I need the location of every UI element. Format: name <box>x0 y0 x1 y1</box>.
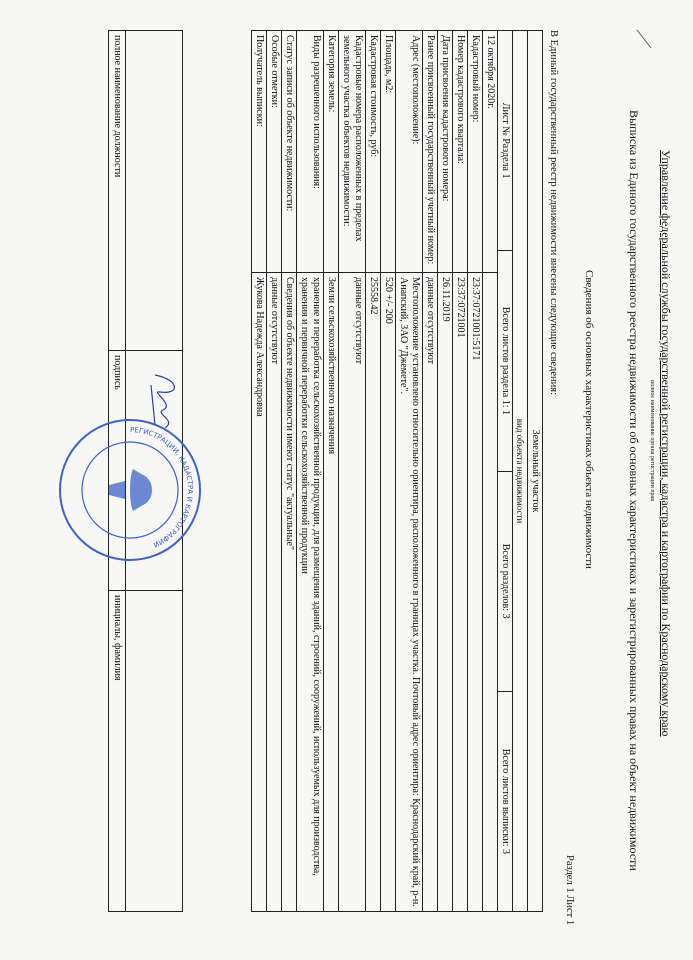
field-label: Категория земель: <box>324 31 338 273</box>
field-value: хранение и переработка сельскохозяйственной продукции, для размещения зданий, строений, сооружений, используемых для производства, хранения и первичной переработки сельскохозяйственной продукции <box>299 277 322 876</box>
field-row <box>422 31 437 911</box>
field-row <box>296 31 323 911</box>
field-value: 520 +/- 200 <box>383 277 394 324</box>
field-row <box>266 31 281 911</box>
field-value: 26.11.2019 <box>440 277 451 322</box>
field-label: Ранее присвоенный государственный учетный номер: <box>423 31 437 273</box>
object-type-caption-row <box>512 31 527 911</box>
field-label: Дата присвоения кадастрового номера: <box>438 31 452 273</box>
name-caption: инициалы, фамилия <box>112 595 123 681</box>
sheet-number: Лист № Раздела 1 <box>498 31 512 251</box>
name-blank <box>126 591 182 911</box>
field-row <box>323 31 338 911</box>
field-value: Сведения об объекте недвижимости имеют статус "актуальные" <box>284 277 295 550</box>
field-label: Особые отметки: <box>267 31 281 273</box>
field-row <box>365 31 380 911</box>
field-value: данные отсутствуют <box>353 277 364 364</box>
field-row <box>395 31 422 911</box>
section-title: Сведения об основных характеристиках объекта недвижимости <box>583 270 595 569</box>
field-value: Жукова Надежда Александровна <box>254 277 265 417</box>
field-row <box>252 31 266 911</box>
field-value: данные отсутствуют <box>425 277 436 364</box>
field-row <box>338 31 365 911</box>
pen-mark-icon <box>635 28 653 52</box>
field-label: Получатель выписки: <box>252 31 266 273</box>
field-row <box>380 31 395 911</box>
characteristics-table <box>251 30 543 912</box>
field-value: Местоположение установлено относительно ориентира, расположенного в границах участка. Почтовый адрес ориентира: Краснодарский край, р-н. Анапский, ЗАО "Джемете". <box>398 277 421 907</box>
position-blank <box>126 31 182 351</box>
field-label: Статус записи об объекте недвижимости: <box>282 31 296 273</box>
field-label: Адрес (местоположение): <box>396 31 422 273</box>
date-blank <box>483 273 497 911</box>
registry-office-name: Управление федеральной службы государственной регистрации, кадастра и картографии по Краснодарскому краю <box>659 150 673 737</box>
sheets-in-section: Всего листов раздела 1: 1 <box>498 251 512 471</box>
field-label: Кадастровые номера расположенных в пределах земельного участка объектов недвижимости: <box>339 31 365 273</box>
field-label: Кадастровая стоимость, руб: <box>366 31 380 273</box>
section-number: Раздел 1 Лист 1 <box>564 855 575 926</box>
summary-row <box>497 31 512 911</box>
field-row <box>281 31 296 911</box>
object-type-caption: вид объекта недвижимости <box>515 418 525 524</box>
date-row <box>482 31 497 911</box>
field-label: Виды разрешенного использования: <box>297 31 323 273</box>
field-label: Кадастровый номер: <box>468 31 482 273</box>
position-caption: полное наименование должности <box>109 31 125 351</box>
field-value: Земли сельскохозяйственного назначения <box>326 277 337 455</box>
object-type-row <box>527 31 542 911</box>
object-type: Земельный участок <box>530 429 541 513</box>
signature-caption: подпись <box>109 351 125 591</box>
sections-total: Всего разделов: 3 <box>498 472 512 692</box>
sheets-total: Всего листов выписки: 3 <box>500 748 511 855</box>
official-stamp-icon <box>55 415 205 565</box>
field-row <box>467 31 482 911</box>
field-row <box>452 31 467 911</box>
field-rows <box>252 31 482 911</box>
field-label: Площадь, м2: <box>381 31 395 273</box>
registry-office-caption: полное наименование органа регистрации прав <box>649 380 655 502</box>
intro-text: В Единый государственный реестр недвижимости внесены следующие сведения: <box>548 30 559 396</box>
field-value: 23:37:0721001:5171 <box>470 277 481 361</box>
extract-date: 12 октября 2020г. <box>483 31 497 273</box>
svg-text:РЕГИСТРАЦИИ, КАДАСТРА И КАРТОГ: РЕГИСТРАЦИИ, КАДАСТРА И КАРТОГРАФИИ <box>129 425 195 549</box>
field-value: 23:37:0721001 <box>455 277 466 338</box>
field-value: данные отсутствуют <box>269 277 280 364</box>
field-value: 25558.42 <box>368 277 379 315</box>
document-title: Выписка из Единого государственного реестра недвижимости об основных характеристиках и зарегистрированных правах на объект недвижимости <box>627 110 641 871</box>
field-row <box>437 31 452 911</box>
field-label: Номер кадастрового квартала: <box>453 31 467 273</box>
